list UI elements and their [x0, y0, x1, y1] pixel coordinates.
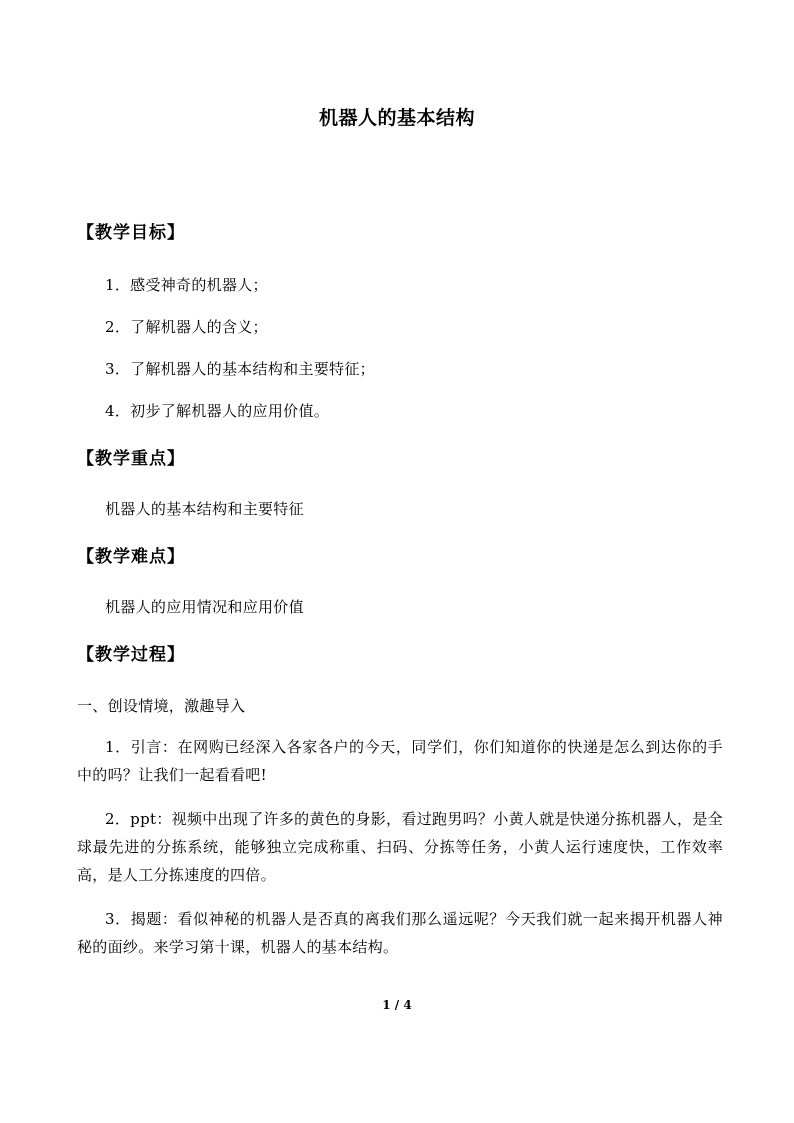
- section-heading-goals: 【教学目标】: [77, 223, 185, 243]
- difficulties-text: 机器人的应用情况和应用价值: [105, 598, 304, 616]
- process-paragraph-2: 2．ppt：视频中出现了许多的黄色的身影，看过跑男吗？小黄人就是快递分拣机器人，是全球最先进的分拣系统，能够独立完成称重、扫码、分拣等任务，小黄人运行速度快，工作效率高，是人工分拣速度的四倍。: [77, 810, 723, 884]
- document-title: 机器人的基本结构: [318, 107, 475, 129]
- goal-item-1: 1．感受神奇的机器人；: [105, 276, 268, 294]
- process-paragraph-3: 3．揭题：看似神秘的机器人是否真的离我们那么遥远呢？今天我们就一起来揭开机器人神秘的面纱。来学习第十课，机器人的基本结构。: [77, 910, 723, 956]
- goal-item-4: 4．初步了解机器人的应用价值。: [105, 402, 330, 420]
- section-heading-process: 【教学过程】: [77, 645, 185, 665]
- goal-item-2: 2．了解机器人的含义；: [105, 318, 268, 336]
- goal-item-3: 3．了解机器人的基本结构和主要特征；: [105, 360, 375, 378]
- section-heading-difficulties: 【教学难点】: [77, 547, 185, 567]
- process-paragraph-1: 1．引言：在网购已经深入各家各户的今天，同学们，你们知道你的快递是怎么到达你的手中的吗？让我们一起看看吧!: [77, 738, 723, 784]
- key-points-text: 机器人的基本结构和主要特征: [105, 500, 304, 518]
- page-number: 1 / 4: [382, 998, 412, 1012]
- process-subheading: 一、创设情境，激趣导入: [77, 697, 246, 715]
- section-heading-key-points: 【教学重点】: [77, 449, 185, 469]
